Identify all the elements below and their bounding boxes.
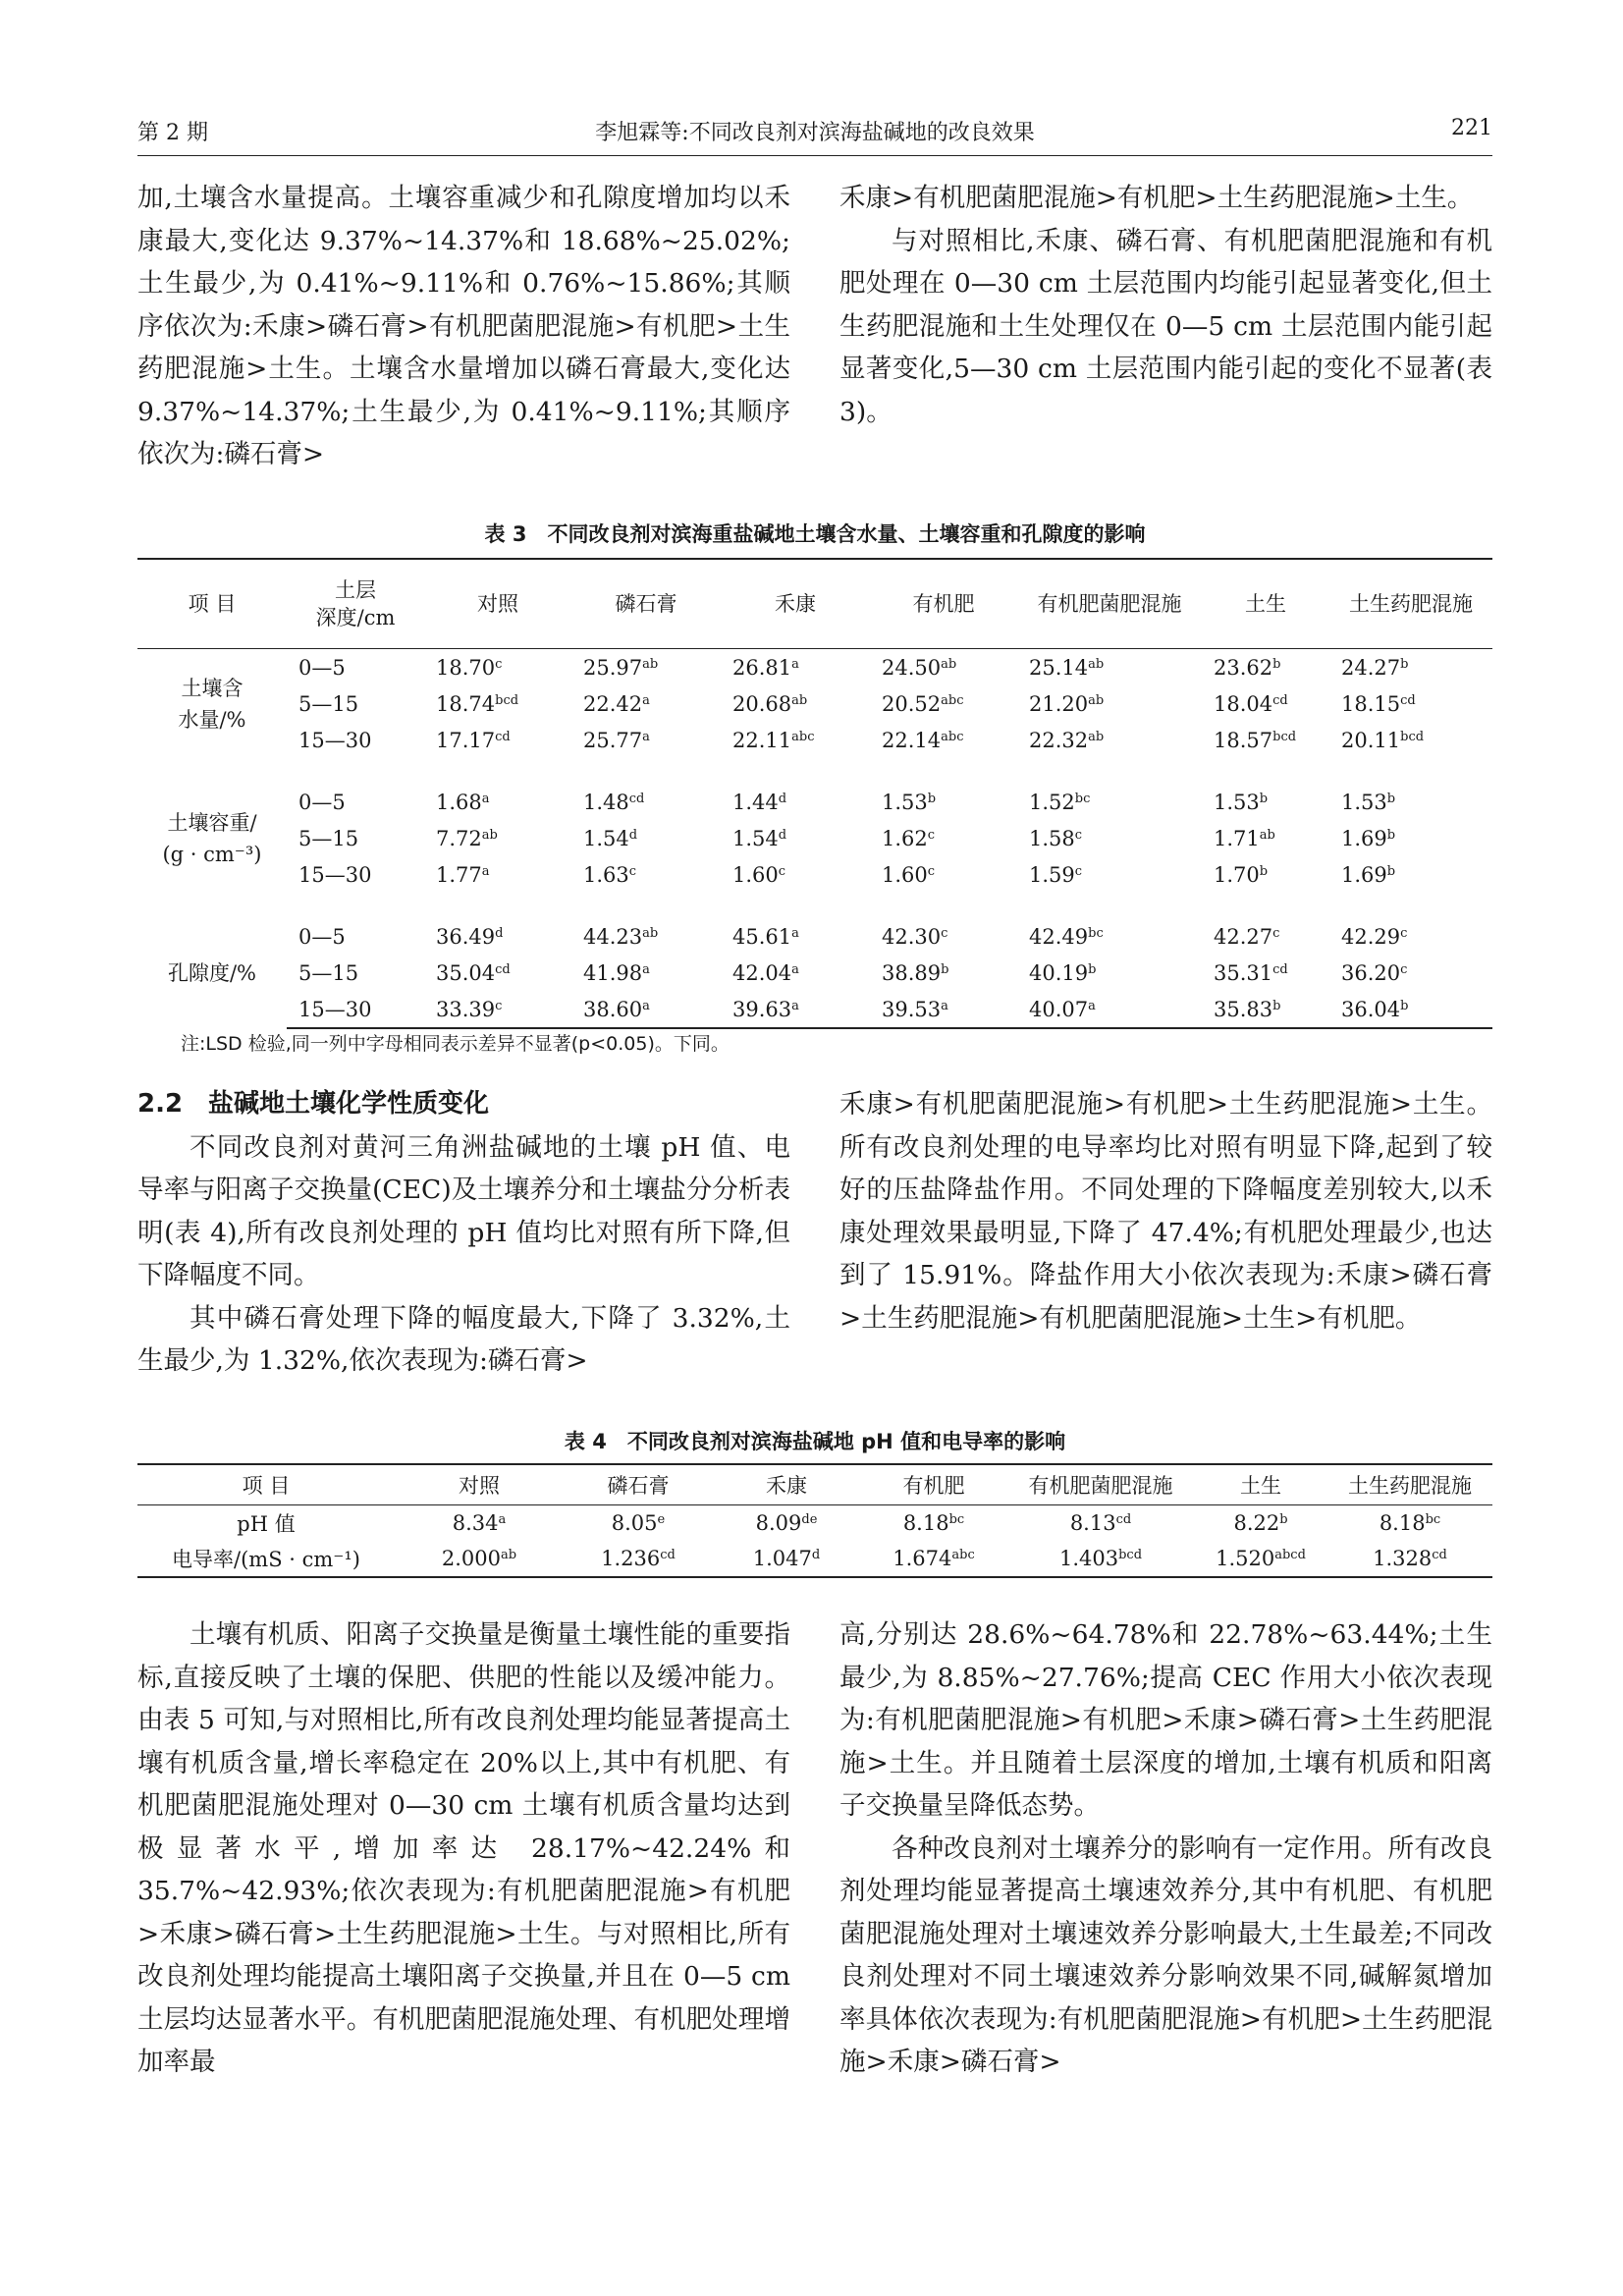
significance-letter: a — [642, 961, 650, 977]
table-cell: 39.53$^a$ — [870, 991, 1017, 1028]
table3-note: 注:LSD 检验,同一列中字母相同表示差异不显著(p<0.05)。下同。 — [181, 1033, 730, 1055]
table-row — [137, 955, 1492, 991]
table-cell: 2.000$^{ab}$ — [395, 1541, 564, 1577]
table-cell: 22.42$^a$ — [583, 691, 650, 716]
significance-letter: abc — [951, 1548, 975, 1562]
depth-cell: 15—30 — [298, 862, 372, 887]
table-cell: 25.14$^{ab}$ — [1029, 655, 1105, 680]
table-row — [137, 649, 1492, 686]
table-cell: 1.54$^d$ — [732, 826, 787, 850]
significance-letter: b — [1272, 998, 1281, 1013]
significance-letter: a — [791, 961, 799, 977]
significance-letter: bcd — [495, 692, 519, 708]
significance-letter: ab — [791, 692, 808, 708]
significance-letter: a — [941, 998, 948, 1013]
paragraph: 高,分别达 28.6%~64.78%和 22.78%~63.44%;土生最少,为 8.85%~27.76%;提高 CEC 作用大小依次表现为:有机肥菌肥混施>有机肥>禾康>磷石膏>土生药肥混施>土生。并且随着土层深度的增加,土壤有机质和阳离子交换量呈降低态势。 — [839, 1619, 1492, 1821]
table-cell: 18.04$^{cd}$ — [1214, 691, 1288, 716]
significance-letter: cd — [495, 961, 511, 977]
table-cell: 21.20$^{ab}$ — [1029, 691, 1105, 716]
row-item-label: 孔隙度/% — [167, 961, 257, 985]
table-cell: 18.74$^{bcd}$ — [436, 691, 519, 716]
bottom-right-column — [839, 1613, 1492, 2084]
significance-letter: bc — [1074, 791, 1091, 806]
table4 — [137, 1463, 1492, 1578]
significance-letter: c — [1074, 863, 1083, 879]
significance-letter: ab — [642, 656, 659, 672]
table-cell: 44.23$^{ab}$ — [583, 924, 659, 949]
table-cell: 1.674$^{abc}$ — [860, 1541, 1007, 1577]
significance-letter: c — [1400, 961, 1408, 977]
mid-right-column — [839, 1083, 1492, 1339]
significance-letter: c — [778, 863, 786, 879]
table-cell: 1.53$^b$ — [1341, 790, 1396, 814]
table-cell: 1.53$^b$ — [882, 790, 937, 814]
significance-letter: b — [1088, 961, 1097, 977]
significance-letter: cd — [1432, 1548, 1447, 1562]
table3-caption: 表 3 不同改良剂对滨海重盐碱地土壤含水量、土壤容重和孔隙度的影响 — [484, 522, 1146, 546]
group-spacer — [137, 893, 1492, 918]
table-row — [137, 1541, 1492, 1577]
table-cell: 8.05e — [611, 1511, 666, 1535]
depth-cell: 15—30 — [298, 728, 372, 752]
significance-letter: bc — [1088, 925, 1104, 941]
table-cell: 1.53$^b$ — [1214, 790, 1269, 814]
table-cell: 41.98$^a$ — [583, 960, 650, 985]
significance-letter: a — [481, 791, 490, 806]
significance-letter: b — [1279, 1512, 1288, 1527]
table-cell: 42.29$^c$ — [1341, 924, 1408, 949]
significance-letter: ab — [481, 827, 498, 843]
depth-cell: 0—5 — [298, 790, 346, 814]
table-cell: 42.49$^{bc}$ — [1029, 924, 1104, 949]
table-cell: 38.60$^a$ — [571, 991, 721, 1028]
significance-letter: d — [778, 791, 787, 806]
table-row — [137, 918, 1492, 955]
significance-letter: abc — [791, 729, 815, 744]
table-cell: 22.14$^{abc}$ — [882, 728, 964, 752]
significance-letter: bc — [948, 1512, 965, 1527]
page-number: 221 — [1451, 116, 1492, 140]
significance-letter: d — [495, 925, 504, 941]
table-cell: 1.59$^c$ — [1029, 862, 1083, 887]
column-header: 土生 — [1202, 559, 1329, 649]
depth-cell: 5—15 — [298, 826, 359, 850]
significance-letter: c — [628, 863, 637, 879]
table-cell: 1.58$^c$ — [1029, 826, 1083, 850]
table-cell: 1.236$^{cd}$ — [564, 1541, 713, 1577]
depth-cell: 0—5 — [298, 655, 346, 680]
table-cell: 1.69$^b$ — [1341, 862, 1396, 887]
running-header — [137, 116, 1492, 156]
table-cell: 22.11$^{abc}$ — [732, 728, 815, 752]
significance-letter: c — [495, 656, 503, 672]
table-cell: 1.63$^c$ — [583, 862, 637, 887]
row-item-label: pH 值 — [237, 1512, 296, 1536]
table-cell: 8.18$^{bc}$ — [902, 1511, 965, 1535]
significance-letter: a — [642, 998, 650, 1013]
column-header: 项 目 — [137, 1464, 395, 1505]
table-cell: 35.31$^{cd}$ — [1214, 960, 1288, 985]
table-cell: $1.520^{abcd}$ — [1194, 1541, 1327, 1577]
significance-letter: cd — [1400, 692, 1416, 708]
depth-cell: 5—15 — [298, 960, 359, 985]
significance-letter: b — [1400, 656, 1409, 672]
bottom-left-column — [137, 1613, 790, 2084]
table-cell: 1.77$^a$ — [436, 862, 490, 887]
column-header: 有机肥 — [860, 1464, 1007, 1505]
table-cell: 35.04$^{cd}$ — [436, 960, 511, 985]
table-cell: 1.70$^b$ — [1214, 862, 1269, 887]
column-header: 禾康 — [721, 559, 870, 649]
table-cell: 26.81$^a$ — [732, 655, 799, 680]
top-right-column — [839, 177, 1492, 433]
significance-letter: abcd — [1274, 1548, 1306, 1562]
table-cell: 20.11$^{bcd}$ — [1341, 728, 1425, 752]
significance-letter: c — [927, 863, 936, 879]
significance-letter: ab — [1088, 692, 1105, 708]
significance-letter: ab — [941, 656, 957, 672]
row-item-label: 土壤容重/ (g · cm⁻³) — [162, 810, 262, 866]
table-cell: 42.27$^c$ — [1214, 924, 1280, 949]
column-header: 土层 深度/cm — [287, 559, 424, 649]
significance-letter: b — [1259, 791, 1269, 806]
significance-letter: bcd — [1272, 729, 1297, 744]
table-cell: 40.07$^a$ — [1017, 991, 1202, 1028]
column-header: 土生 — [1194, 1464, 1327, 1505]
table4-caption: 表 4 不同改良剂对滨海盐碱地 pH 值和电导率的影响 — [564, 1430, 1066, 1453]
table-cell: 1.62$^c$ — [882, 826, 936, 850]
column-header: 项 目 — [137, 559, 287, 649]
significance-letter: a — [791, 656, 799, 672]
significance-letter: a — [642, 692, 650, 708]
column-header: 对照 — [424, 559, 571, 649]
significance-letter: b — [1272, 656, 1281, 672]
group-spacer — [137, 758, 1492, 784]
table-row — [137, 856, 1492, 893]
significance-letter: bcd — [1118, 1548, 1143, 1562]
table-cell: 17.17$^{cd}$ — [436, 728, 511, 752]
significance-letter: cd — [1115, 1512, 1132, 1527]
mid-left-column — [137, 1083, 790, 1383]
significance-letter: a — [481, 863, 490, 879]
table-cell: 1.69$^b$ — [1341, 826, 1396, 850]
significance-letter: ab — [1088, 729, 1105, 744]
table3 — [137, 558, 1492, 1029]
top-left-column — [137, 177, 790, 476]
significance-letter: b — [1259, 863, 1269, 879]
significance-letter: a — [791, 998, 799, 1013]
significance-letter: ab — [1259, 827, 1275, 843]
table-cell: 18.57$^{bcd}$ — [1214, 728, 1297, 752]
table-cell: 8.22$^b$ — [1233, 1511, 1288, 1535]
issue-number: 第 2 期 — [137, 121, 208, 145]
table-cell: 1.047$^d$ — [713, 1541, 860, 1577]
column-header: 土生药肥混施 — [1327, 1464, 1492, 1505]
significance-letter: de — [801, 1512, 818, 1527]
table-cell: 40.19$^b$ — [1029, 960, 1097, 985]
table-cell: 1.48$^{cd}$ — [583, 790, 645, 814]
significance-letter: d — [628, 827, 638, 843]
table-cell: 8.13$^{cd}$ — [1069, 1511, 1132, 1535]
significance-letter: cd — [1272, 961, 1288, 977]
table-cell: 1.60$^c$ — [732, 862, 786, 887]
significance-letter: b — [927, 791, 937, 806]
table-cell: 24.50$^{ab}$ — [882, 655, 957, 680]
table-cell: 1.328$^{cd}$ — [1327, 1541, 1492, 1577]
depth-cell: 0—5 — [298, 924, 346, 949]
table-cell: 39.63$^a$ — [721, 991, 870, 1028]
significance-letter: c — [495, 998, 503, 1013]
significance-letter: c — [1272, 925, 1280, 941]
table-cell: 36.49$^d$ — [436, 924, 504, 949]
depth-cell: 15—30 — [287, 991, 424, 1028]
column-header: 有机肥 — [870, 559, 1017, 649]
row-item-label: 电导率/(mS · cm⁻¹) — [137, 1541, 395, 1577]
table-cell: 23.62$^b$ — [1214, 655, 1281, 680]
table-cell: 20.68$^{ab}$ — [732, 691, 808, 716]
significance-letter: c — [927, 827, 936, 843]
paragraph: 不同改良剂对黄河三角洲盐碱地的土壤 pH 值、电导率与阳离子交换量(CEC)及土壤养分和土壤盐分分析表明(表 4),所有改良剂处理的 pH 值均比对照有所下降,但下降幅度不同。 — [137, 1131, 790, 1290]
significance-letter: cd — [1272, 692, 1288, 708]
table-cell: 7.72$^{ab}$ — [436, 826, 498, 850]
table-cell: 25.97$^{ab}$ — [583, 655, 659, 680]
paragraph: 禾康>有机肥菌肥混施>有机肥>土生药肥混施>土生。 — [839, 183, 1474, 213]
table-cell: 1.71$^{ab}$ — [1214, 826, 1275, 850]
significance-letter: b — [1386, 791, 1396, 806]
table-cell: 8.09de — [755, 1511, 818, 1535]
table-cell: 1.403$^{bcd}$ — [1007, 1541, 1194, 1577]
significance-letter: ab — [501, 1548, 517, 1562]
significance-letter: abc — [941, 692, 964, 708]
spacer-cell — [137, 893, 1492, 918]
spacer-cell — [137, 758, 1492, 784]
table-cell: 45.61$^a$ — [732, 924, 799, 949]
significance-letter: bc — [1425, 1512, 1441, 1527]
table-cell: 25.77$^a$ — [583, 728, 650, 752]
table-cell: 18.15$^{cd}$ — [1341, 691, 1416, 716]
column-header: 有机肥菌肥混施 — [1017, 559, 1202, 649]
significance-letter: d — [778, 827, 787, 843]
table-cell: 1.68$^a$ — [436, 790, 490, 814]
significance-letter: a — [498, 1512, 507, 1527]
table-cell: 20.52$^{abc}$ — [882, 691, 964, 716]
table-cell: 42.04$^a$ — [732, 960, 799, 985]
significance-letter: b — [1386, 863, 1396, 879]
column-header: 磷石膏 — [571, 559, 721, 649]
paragraph: 加,土壤含水量提高。土壤容重减少和孔隙度增加均以禾康最大,变化达 9.37%~14.37%和 18.68%~25.02%;土生最少,为 0.41%~9.11%和 0.76%~15.86%;其顺序依次为:禾康>磷石膏>有机肥菌肥混施>有机肥>土生药肥混施>土生。土壤含水量增加以磷石膏最大,变化达 9.37%~14.37%;土生最少,为 0.41%~9.11%;其顺序依次为:磷石膏> — [137, 183, 790, 469]
paragraph: 各种改良剂对土壤养分的影响有一定作用。所有改良剂处理均能显著提高土壤速效养分,其中有机肥、有机肥菌肥混施处理对土壤速效养分影响最大,土生最差;不同改良剂处理对不同土壤速效养分影响效果不同,碱解氮增加率具体依次表现为:有机肥菌肥混施>有机肥>土生药肥混施>禾康>磷石膏> — [839, 1832, 1492, 2077]
table-cell: 18.70$^c$ — [436, 655, 503, 680]
section-heading: 2.2 盐碱地土壤化学性质变化 — [137, 1089, 490, 1119]
column-header: 磷石膏 — [564, 1464, 713, 1505]
table-cell: 1.60$^c$ — [882, 862, 936, 887]
table-cell: 42.30$^c$ — [882, 924, 948, 949]
table-cell: 36.20$^c$ — [1341, 960, 1408, 985]
table-row — [137, 784, 1492, 820]
significance-letter: a — [642, 729, 650, 744]
depth-cell: 5—15 — [298, 691, 359, 716]
running-title: 李旭霖等:不同改良剂对滨海盐碱地的改良效果 — [595, 121, 1035, 145]
table-cell: 1.54$^d$ — [583, 826, 638, 850]
significance-letter: cd — [660, 1548, 676, 1562]
significance-letter: a — [1088, 998, 1096, 1013]
significance-letter: b — [941, 961, 949, 977]
table-cell: 8.18$^{bc}$ — [1379, 1511, 1441, 1535]
table-cell: 35.83$^b$ — [1202, 991, 1329, 1028]
significance-letter: b — [1386, 827, 1396, 843]
significance-letter: c — [941, 925, 948, 941]
significance-letter: a — [791, 925, 799, 941]
paragraph: 禾康>有机肥菌肥混施>有机肥>土生药肥混施>土生。所有改良剂处理的电导率均比对照有明显下降,起到了较好的压盐降盐作用。不同处理的下降幅度差别较大,以禾康处理效果最明显,下降了 47.4%;有机肥处理最少,也达到了 15.91%。降盐作用大小依次表现为:禾康>磷石膏>土生药肥混施>有机肥菌肥混施>土生>有机肥。 — [839, 1089, 1492, 1334]
paragraph: 与对照相比,禾康、磷石膏、有机肥菌肥混施和有机肥处理在 0—30 cm 土层范围内均能引起显著变化,但土生药肥混施和土生处理仅在 0—5 cm 土层范围内能引起显著变化,5—30 cm 土层范围内能引起的变化不显著(表 3)。 — [839, 225, 1492, 427]
table-row — [137, 820, 1492, 856]
table-cell: 33.39$^c$ — [424, 991, 571, 1028]
column-header: 有机肥菌肥混施 — [1007, 1464, 1194, 1505]
significance-letter: ab — [1088, 656, 1105, 672]
significance-letter: cd — [628, 791, 645, 806]
significance-letter: bcd — [1400, 729, 1425, 744]
significance-letter: abc — [941, 729, 964, 744]
paper-page — [137, 0, 1492, 2296]
table-cell: 22.32$^{ab}$ — [1029, 728, 1105, 752]
table-cell: 1.44$^d$ — [732, 790, 787, 814]
significance-letter: c — [1400, 925, 1408, 941]
significance-letter: e — [657, 1512, 666, 1527]
table-cell: 36.04$^b$ — [1329, 991, 1492, 1028]
significance-letter: b — [1400, 998, 1409, 1013]
column-header: 禾康 — [713, 1464, 860, 1505]
significance-letter: ab — [642, 925, 659, 941]
significance-letter: d — [811, 1548, 821, 1562]
table-cell: 8.34$^a$ — [452, 1511, 507, 1535]
paragraph: 土壤有机质、阳离子交换量是衡量土壤性能的重要指标,直接反映了土壤的保肥、供肥的性能以及缓冲能力。由表 5 可知,与对照相比,所有改良剂处理均能显著提高土壤有机质含量,增长率稳定在 20%以上,其中有机肥、有机肥菌肥混施处理对 0—30 cm 土壤有机质含量均达到极显著水平,增加率达 28.17%~42.24%和 35.7%~42.93%;依次表现为:有机肥菌肥混施>有机肥>禾康>磷石膏>土生药肥混施>土生。与对照相比,所有改良剂处理均能提高土壤阳离子交换量,并且在 0—5 cm 土层均达显著水平。有机肥菌肥混施处理、有机肥处理增加率最 — [137, 1619, 790, 2077]
table-row — [137, 722, 1492, 758]
table-cell: 24.27$^b$ — [1341, 655, 1409, 680]
table-cell: 1.52$^{bc}$ — [1029, 790, 1091, 814]
table-cell: 38.89$^b$ — [882, 960, 949, 985]
paragraph: 其中磷石膏处理下降的幅度最大,下降了 3.32%,土生最少,为 1.32%,依次表现为:磷石膏> — [137, 1302, 790, 1376]
table-row — [137, 685, 1492, 722]
significance-letter: cd — [495, 729, 511, 744]
table-row — [137, 1505, 1492, 1542]
table-row — [137, 991, 1492, 1028]
column-header: 对照 — [395, 1464, 564, 1505]
column-header: 土生药肥混施 — [1329, 559, 1492, 649]
significance-letter: c — [1074, 827, 1083, 843]
row-item-label: 土壤含 水量/% — [178, 676, 246, 732]
